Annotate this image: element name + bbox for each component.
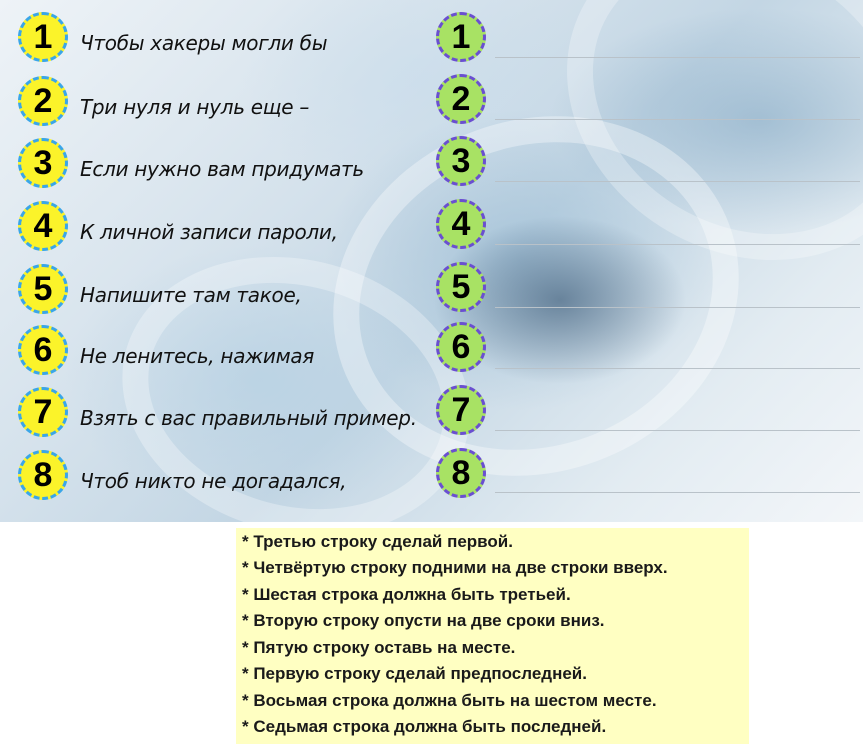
- right-number-badge: 8: [436, 448, 486, 498]
- left-number-badge: 7: [18, 387, 68, 437]
- instruction-item: * Восьмая строка должна быть на шестом месте.: [242, 691, 657, 710]
- answer-line[interactable]: [495, 244, 860, 245]
- instruction-item: * Первую строку сделай предпоследней.: [242, 664, 587, 683]
- left-number-badge: 1: [18, 12, 68, 62]
- poem-line: Взять с вас правильный пример.: [80, 406, 417, 430]
- right-number-badge: 5: [436, 262, 486, 312]
- right-number-badge: 7: [436, 385, 486, 435]
- instruction-item: * Седьмая строка должна быть последней.: [242, 717, 607, 736]
- answer-line[interactable]: [495, 492, 860, 493]
- answer-line[interactable]: [495, 181, 860, 182]
- instructions-panel: [236, 528, 749, 744]
- poem-line: Чтобы хакеры могли бы: [80, 31, 328, 55]
- right-number-badge: 1: [436, 12, 486, 62]
- left-number-badge: 3: [18, 138, 68, 188]
- instruction-item: * Шестая строка должна быть третьей.: [242, 585, 571, 604]
- left-number-badge: 6: [18, 325, 68, 375]
- right-number-badge: 2: [436, 74, 486, 124]
- answer-line[interactable]: [495, 57, 860, 58]
- left-number-badge: 5: [18, 264, 68, 314]
- poem-line: Напишите там такое,: [80, 283, 302, 307]
- instruction-item: * Третью строку сделай первой.: [242, 532, 513, 551]
- instruction-item: * Вторую строку опусти на две сроки вниз.: [242, 611, 605, 630]
- right-number-badge: 3: [436, 136, 486, 186]
- left-number-badge: 8: [18, 450, 68, 500]
- answer-line[interactable]: [495, 430, 860, 431]
- poem-line: Если нужно вам придумать: [80, 157, 364, 181]
- instruction-item: * Пятую строку оставь на месте.: [242, 638, 516, 657]
- answer-line[interactable]: [495, 119, 860, 120]
- left-number-badge: 2: [18, 76, 68, 126]
- answer-line[interactable]: [495, 368, 860, 369]
- poem-line: Не ленитесь, нажимая: [80, 344, 315, 368]
- poem-line: К личной записи пароли,: [80, 220, 338, 244]
- poem-line: Чтоб никто не догадался,: [80, 469, 347, 493]
- poem-line: Три нуля и нуль еще –: [80, 95, 310, 119]
- answer-line[interactable]: [495, 307, 860, 308]
- left-number-badge: 4: [18, 201, 68, 251]
- instruction-item: * Четвёртую строку подними на две строки вверх.: [242, 558, 668, 577]
- right-number-badge: 4: [436, 199, 486, 249]
- right-number-badge: 6: [436, 322, 486, 372]
